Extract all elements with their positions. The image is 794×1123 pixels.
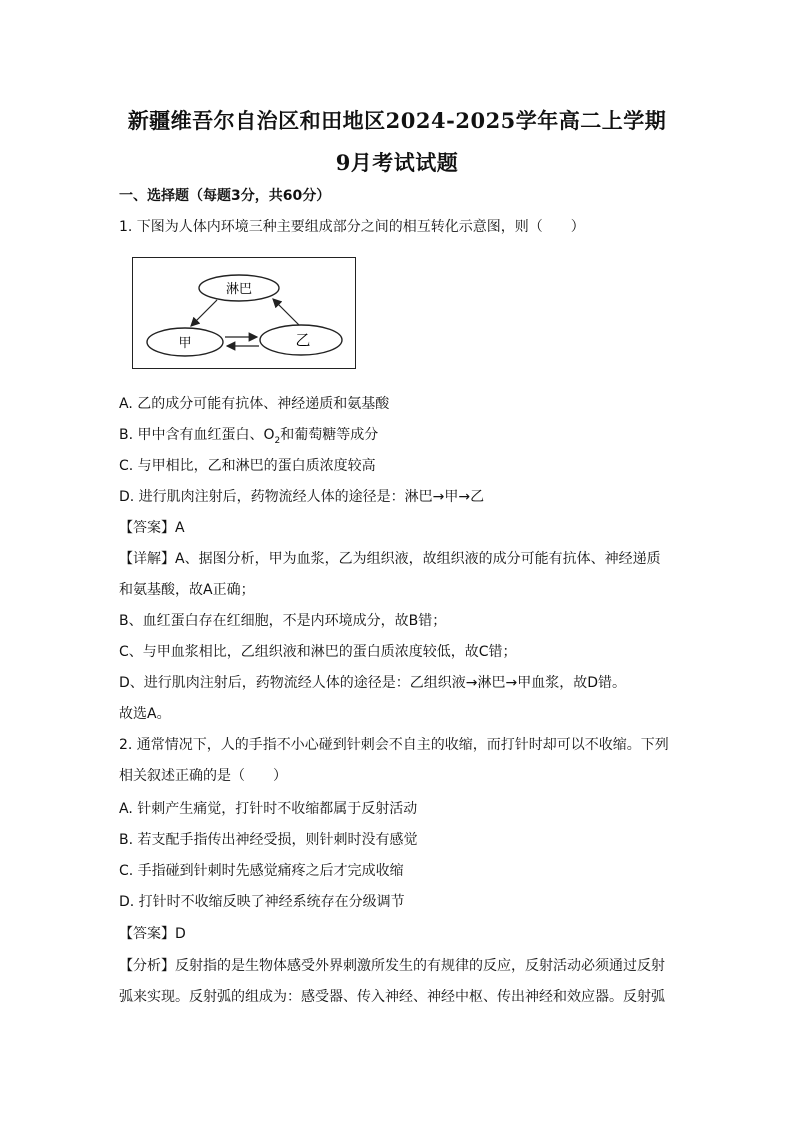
option-b-text-1: B. 甲中含有血红蛋白、O — [119, 427, 275, 443]
question-2-stem-line-2: 相关叙述正确的是（ ） — [119, 768, 287, 784]
circulation-diagram — [133, 258, 357, 370]
question-1-detail-line-4: C、与甲血浆相比，乙组织液和淋巴的蛋白质浓度较低，故C错； — [119, 644, 517, 660]
option-b-text-2: 和葡萄糖等成分 — [280, 427, 379, 443]
question-1-detail-line-1: 【详解】A、据图分析，甲为血浆，乙为组织液，故组织液的成分可能有抗体、神经递质 — [119, 551, 661, 567]
question-2-analysis-line-1: 【分析】反射指的是生物体感受外界刺激所发生的有规律的反应，反射活动必须通过反射 — [119, 958, 665, 974]
question-1-conclusion: 故选A。 — [119, 706, 171, 722]
node-jia-label: 甲 — [178, 336, 192, 351]
arrow-yi-to-lymph — [273, 299, 299, 325]
question-1-detail-line-5: D、进行肌肉注射后，药物流经人体的途径是：乙组织液→淋巴→甲血浆，故D错。 — [119, 675, 627, 691]
document-title-line-1: 新疆维吾尔自治区和田地区2024-2025学年高二上学期 — [127, 108, 667, 133]
node-yi-label: 乙 — [295, 331, 311, 349]
question-1-detail-line-2: 和氨基酸，故A正确； — [119, 582, 255, 598]
question-1-detail-line-3: B、血红蛋白存在红细胞，不是内环境成分，故B错； — [119, 613, 447, 629]
node-lymph-label: 淋巴 — [225, 282, 253, 297]
question-2-analysis-line-2: 弧来实现。反射弧的组成为：感受器、传入神经、神经中枢、传出神经和效应器。反射弧 — [119, 989, 665, 1005]
question-2-stem-line-1: 2. 通常情况下，人的手指不小心碰到针刺会不自主的收缩，而打针时却可以不收缩。下列 — [119, 737, 669, 753]
question-1-option-d: D. 进行肌肉注射后，药物流经人体的途径是：淋巴→甲→乙 — [119, 489, 485, 505]
arrow-lymph-to-jia — [191, 300, 217, 326]
question-2-option-a: A. 针刺产生痛觉，打针时不收缩都属于反射活动 — [119, 801, 418, 817]
question-1-option-a: A. 乙的成分可能有抗体、神经递质和氨基酸 — [119, 396, 390, 412]
question-2-answer: 【答案】D — [119, 926, 186, 942]
question-1-diagram — [132, 257, 356, 369]
question-1-option-b — [119, 425, 378, 451]
option-b-subscript: 2 — [274, 435, 281, 446]
question-1-stem: 1. 下图为人体内环境三种主要组成部分之间的相互转化示意图，则（ ） — [119, 219, 585, 235]
question-1-answer: 【答案】A — [119, 520, 185, 536]
question-2-option-c: C. 手指碰到针刺时先感觉痛疼之后才完成收缩 — [119, 863, 404, 879]
question-2-option-d: D. 打针时不收缩反映了神经系统存在分级调节 — [119, 894, 405, 910]
document-title-line-2: 9月考试试题 — [335, 150, 459, 175]
question-2-option-b: B. 若支配手指传出神经受损，则针刺时没有感觉 — [119, 832, 418, 848]
question-1-option-c: C. 与甲相比，乙和淋巴的蛋白质浓度较高 — [119, 458, 376, 474]
section-heading: 一、选择题（每题3分，共60分） — [119, 188, 331, 204]
